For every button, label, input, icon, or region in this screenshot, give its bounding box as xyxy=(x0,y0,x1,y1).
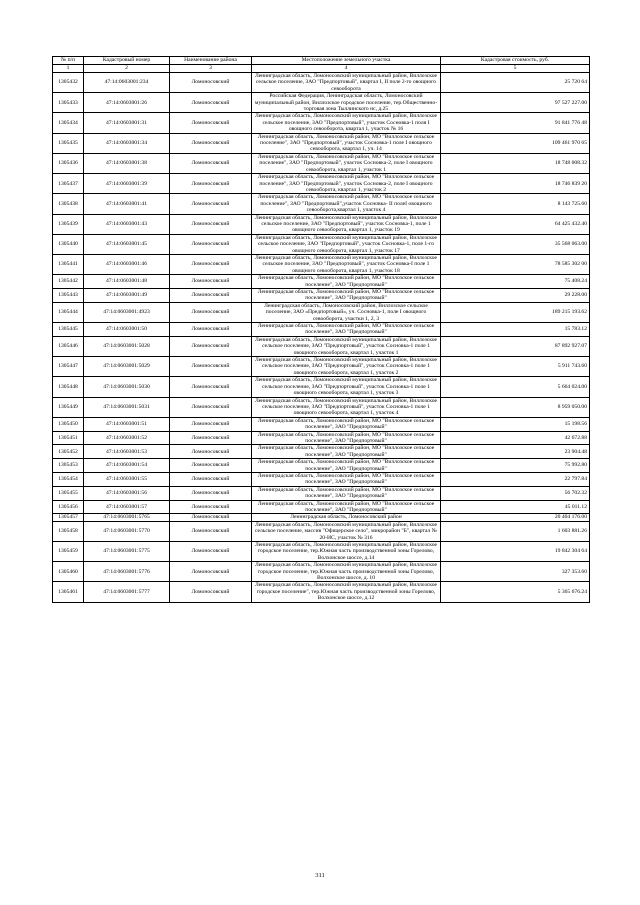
cadastral-number: 47:14:0603001:5765 xyxy=(84,514,170,521)
cadastral-value: 18 746 839 20 xyxy=(441,174,590,194)
cadastral-value: 109 461 970 65 xyxy=(441,133,590,153)
land-location: Ленинградская область, Ломоносовский муниципальный район, Виллозское городское поселение, тер.Южная часть производственной зоны Горелово, Волхонское шоссе, д. 10 xyxy=(252,562,441,582)
table-row xyxy=(53,542,590,562)
land-location: Ленинградская область, Ломоносовский район, МО "Виллозское сельское поселение", ЗАО "Предпортовый" xyxy=(252,417,441,431)
table-row xyxy=(53,302,590,322)
land-location: Ленинградская область, Ломоносовский район, Виллозское сельское поселение, ЗАО «Предпортовый», уч. Сосновка-1, поле I овощного севооборота, участки 1, 2, 3 xyxy=(252,302,441,322)
cadastral-value: 8 143 725.60 xyxy=(441,194,590,214)
district-name: Ломоносовский xyxy=(170,73,252,93)
table-row xyxy=(53,214,590,234)
column-number-row xyxy=(53,65,590,73)
col-number-4: 4 xyxy=(252,65,441,73)
cadastral-number: 47:14:0603001:41 xyxy=(84,194,170,214)
cadastral-number: 47:14:0603001:31 xyxy=(84,113,170,133)
table-row xyxy=(53,500,590,514)
cadastral-number: 47:14:0603001:54 xyxy=(84,459,170,473)
land-location: Ленинградская область, Ломоносовский муниципальный район, Виллозское сельское поселение, ЗАО "Предпортовый", участок Сосновка-1, поле 1 овощного севооборота, квартал 1, участок 19 xyxy=(252,214,441,234)
row-index: 1305453 xyxy=(53,459,84,473)
land-location: Ленинградская область, Ломоносовский муниципальный район, Виллозское сельское поселение, ЗАО "Предпортовый", участок Сосновка-1 поле 1 овощного севооборота, квартал 1, участок 1 xyxy=(252,336,441,356)
row-index: 1305452 xyxy=(53,445,84,459)
row-index: 1305435 xyxy=(53,133,84,153)
table-row xyxy=(53,194,590,214)
page-number: 311 xyxy=(315,872,325,879)
cadastral-value: 19 842 304 64 xyxy=(441,542,590,562)
district-name: Ломоносовский xyxy=(170,445,252,459)
table-row xyxy=(53,377,590,397)
row-index: 1305444 xyxy=(53,302,84,322)
table-row xyxy=(53,562,590,582)
table-row xyxy=(53,323,590,337)
district-name: Ломоносовский xyxy=(170,174,252,194)
table-row xyxy=(53,417,590,431)
cadastral-value: 91 841 776 48 xyxy=(441,113,590,133)
district-name: Ломоносовский xyxy=(170,336,252,356)
district-name: Ломоносовский xyxy=(170,582,252,602)
cadastral-number: 47:14:0603001:46 xyxy=(84,254,170,274)
land-location: Ленинградская область, Ломоносовский район xyxy=(252,514,441,521)
district-name: Ломоносовский xyxy=(170,431,252,445)
cadastral-number: 47:14:0603001:38 xyxy=(84,153,170,173)
district-name: Ломоносовский xyxy=(170,514,252,521)
cadastral-value: 29 228.00 xyxy=(441,289,590,303)
land-location: Ленинградская область, Ломоносовский район, МО "Виллозское сельское поселение", ЗАО "Предпортовый" xyxy=(252,431,441,445)
table-row xyxy=(53,459,590,473)
land-location: Ленинградская область, Ломоносовский район, МО "Виллозское сельское поселение", ЗАО "Предпортовый" xyxy=(252,445,441,459)
row-index: 1305449 xyxy=(53,397,84,417)
cadastral-value: 15 198.56 xyxy=(441,417,590,431)
land-location: Ленинградская область, Ломоносовский район, МО "Виллозское сельское поселение", ЗАО "Предпортовый" xyxy=(252,472,441,486)
cadastral-number: 47:14:0603001:51 xyxy=(84,417,170,431)
land-location: Ленинградская область, Ломоносовский муниципальный район, Виллозское городское поселение, тер.Южная часть производственной зоны Горелово, Волхонское шоссе, д.14 xyxy=(252,542,441,562)
cadastral-value: 18 748 008.32 xyxy=(441,153,590,173)
cadastral-number: 47:14:0603001:5776 xyxy=(84,562,170,582)
table-row xyxy=(53,93,590,113)
cadastral-number: 47:14:0603001:5775 xyxy=(84,542,170,562)
cadastral-value: 45 011.12 xyxy=(441,500,590,514)
district-name: Ломоносовский xyxy=(170,521,252,541)
district-name: Ломоносовский xyxy=(170,194,252,214)
row-index: 1305439 xyxy=(53,214,84,234)
table-row xyxy=(53,521,590,541)
header-index: № п/п xyxy=(53,57,84,65)
cadastral-value: 5 911 743.60 xyxy=(441,357,590,377)
cadastral-number: 47:14:0603001:5030 xyxy=(84,377,170,397)
table-row xyxy=(53,275,590,289)
row-index: 1305448 xyxy=(53,377,84,397)
cadastral-value: 25 720 64 xyxy=(441,73,590,93)
district-name: Ломоносовский xyxy=(170,302,252,322)
land-location: Ленинградская область, Ломоносовский район, МО "Виллозское сельское поселение", ЗАО "Предпортовый",участок Сосновка- II полеI овощного севооборота,квартал 1, участок 4 xyxy=(252,194,441,214)
row-index: 1305457 xyxy=(53,514,84,521)
district-name: Ломоносовский xyxy=(170,234,252,254)
district-name: Ломоносовский xyxy=(170,153,252,173)
cadastral-value: 15 783.12 xyxy=(441,323,590,337)
district-name: Ломоносовский xyxy=(170,357,252,377)
district-name: Ломоносовский xyxy=(170,289,252,303)
land-location: Ленинградская область, Ломоносовский муниципальный район, Виллозское сельское поселение, ЗАО "Предпортовый", участок Сосновка-1 поле 1 овощного севооборота, квартал 1, участок 3 xyxy=(252,377,441,397)
cadastral-value: 64 425 432.40 xyxy=(441,214,590,234)
table-row xyxy=(53,73,590,93)
col-number-2: 2 xyxy=(84,65,170,73)
header-district: Наименование района xyxy=(170,57,252,65)
land-location: Ленинградская область, Ломоносовский муниципальный район, Виллозское сельское поселение, ЗАО "Предпортовый", квартал I, II поле 2-го овощного севооборота xyxy=(252,73,441,93)
cadastral-value: 23 904.48 xyxy=(441,445,590,459)
cadastral-number: 47:14:0603001:5031 xyxy=(84,397,170,417)
cadastral-value: 35 568 063.00 xyxy=(441,234,590,254)
row-index: 1305436 xyxy=(53,153,84,173)
district-name: Ломоносовский xyxy=(170,275,252,289)
row-index: 1305440 xyxy=(53,234,84,254)
land-location: Ленинградская область, Ломоносовский район, МО "Виллозское сельское поселение", ЗАО "Предпортовый" xyxy=(252,459,441,473)
cadastral-number: 47:14:0603001:5770 xyxy=(84,521,170,541)
table-row xyxy=(53,486,590,500)
cadastral-number: 47:14:0603001:48 xyxy=(84,275,170,289)
land-location: Ленинградская область, Ломоносовский муниципальный район, Виллозское городское поселение", тер.Южная часть производственной зоны Горелово, Волхонское шоссе, д.12 xyxy=(252,582,441,602)
table-row xyxy=(53,397,590,417)
col-number-3: 3 xyxy=(170,65,252,73)
table-row xyxy=(53,113,590,133)
cadastral-number: 47:14:0603001:53 xyxy=(84,445,170,459)
table-row xyxy=(53,514,590,521)
land-location: Ленинградская область, Ломоносовский район, МО "Виллозское сельское поселение", ЗАО "Предпортовый" xyxy=(252,275,441,289)
cadastral-number: 47:14:0603001:26 xyxy=(84,93,170,113)
land-location: Ленинградская область, Ломоносовский муниципальный район, Виллозское сельское поселение, ЗАО "Предпортовый", участок Сосновка-1 поле 1 овощного севооборота, квартал 1, участок 4 xyxy=(252,397,441,417)
district-name: Ломоносовский xyxy=(170,500,252,514)
cadastral-value: 78 585 302 00 xyxy=(441,254,590,274)
land-location: Ленинградская область, Ломоносовский муниципальный район, Виллозское сельское поселение, массив "Офицерское село", микрорайон "Б", квартал № 20-ИС, участок № 316 xyxy=(252,521,441,541)
cadastral-number: 47:14:0603001:34 xyxy=(84,133,170,153)
row-index: 1305456 xyxy=(53,500,84,514)
table-row xyxy=(53,357,590,377)
land-location: Российская Федерация, Ленинградская область, Ломоносовский муниципальный район, Виллозское городское поселение, тер.Общественно-торговая зона Тыллинского нс, д.25 xyxy=(252,93,441,113)
land-location: Ленинградская область, Ломоносовский район, МО "Виллозское сельское поселение", ЗАО "Предпортовый" xyxy=(252,486,441,500)
table-row xyxy=(53,472,590,486)
row-index: 1305450 xyxy=(53,417,84,431)
cadastral-number: 47:14:0603001:5028 xyxy=(84,336,170,356)
table-row xyxy=(53,445,590,459)
cadastral-value: 5 365 676.24 xyxy=(441,582,590,602)
cadastral-value: 22 797.84 xyxy=(441,472,590,486)
cadastral-value: 75 992.80 xyxy=(441,459,590,473)
cadastral-number: 47:14:0603001:49 xyxy=(84,289,170,303)
row-index: 1305459 xyxy=(53,542,84,562)
table-row xyxy=(53,336,590,356)
header-row xyxy=(53,57,590,65)
table-row xyxy=(53,153,590,173)
land-location: Ленинградская область, Ломоносовский район, МО "Виллозское сельское поселение", ЗАО "Предпортовый" xyxy=(252,323,441,337)
header-location: Местоположение земельного участка xyxy=(252,57,441,65)
col-number-5: 5 xyxy=(441,65,590,73)
land-location: Ленинградская область, Ломоносовский район, МО "Виллозское сельское поселение", ЗАО "Предпортовый" xyxy=(252,500,441,514)
row-index: 1305437 xyxy=(53,174,84,194)
cadastral-number: 47:14:0603001:39 xyxy=(84,174,170,194)
row-index: 1305443 xyxy=(53,289,84,303)
cadastral-value: 1 603 881.26 xyxy=(441,521,590,541)
row-index: 1305442 xyxy=(53,275,84,289)
row-index: 1305460 xyxy=(53,562,84,582)
cadastral-value: 75 408.24 xyxy=(441,275,590,289)
row-index: 1305438 xyxy=(53,194,84,214)
district-name: Ломоносовский xyxy=(170,417,252,431)
row-index: 1305441 xyxy=(53,254,84,274)
district-name: Ломоносовский xyxy=(170,214,252,234)
row-index: 1305451 xyxy=(53,431,84,445)
cadastral-number: 47:14:0603001:5777 xyxy=(84,582,170,602)
cadastral-value: 20 404 176.00 xyxy=(441,514,590,521)
cadastral-number: 47:14:0603001:56 xyxy=(84,486,170,500)
land-location: Ленинградская область, Ломоносовский муниципальный район, Виллозское сельское поселение, ЗАО "Предпортовый", участок Сосновка-1 поля I овощного севооборота, квартал 1, участок № 16 xyxy=(252,113,441,133)
table-row xyxy=(53,289,590,303)
cadastral-number: 47:14:0603001:4923 xyxy=(84,302,170,322)
table-row xyxy=(53,174,590,194)
cadastral-value: 5 664 024.00 xyxy=(441,377,590,397)
cadastral-value: 56 702.32 xyxy=(441,486,590,500)
table-row xyxy=(53,133,590,153)
table-body xyxy=(53,57,590,603)
row-index: 1305461 xyxy=(53,582,84,602)
table-row xyxy=(53,582,590,602)
row-index: 1305432 xyxy=(53,73,84,93)
row-index: 1305434 xyxy=(53,113,84,133)
cadastral-number: 47:14:0603001:57 xyxy=(84,500,170,514)
table-row xyxy=(53,254,590,274)
district-name: Ломоносовский xyxy=(170,397,252,417)
land-location: Ленинградская область, Ломоносовский район, МО "Виллозское сельское поселение", ЗАО "Предпортовый", участок Сосновка-1 поле I овощного севооборота, квартал 1, уч. 14 xyxy=(252,133,441,153)
cadastral-value: 87 892 927.07 xyxy=(441,336,590,356)
district-name: Ломоносовский xyxy=(170,93,252,113)
row-index: 1305433 xyxy=(53,93,84,113)
cadastral-number: 47:14:0603001:234 xyxy=(84,73,170,93)
district-name: Ломоносовский xyxy=(170,323,252,337)
row-index: 1305446 xyxy=(53,336,84,356)
district-name: Ломоносовский xyxy=(170,377,252,397)
row-index: 1305447 xyxy=(53,357,84,377)
land-location: Ленинградская область, Ломоносовский муниципальный район, Виллозское сельское поселение, ЗАО "Предпортовый", участок Сосновка-1 поле 1 овощного севооборота, квартал 1, участок 2 xyxy=(252,357,441,377)
district-name: Ломоносовский xyxy=(170,562,252,582)
header-cadastral-value: Кадастровая стоимость, руб. xyxy=(441,57,590,65)
header-cadastral-number: Кадастровый номер xyxy=(84,57,170,65)
district-name: Ломоносовский xyxy=(170,459,252,473)
cadastral-number: 47:14:0603001:52 xyxy=(84,431,170,445)
district-name: Ломоносовский xyxy=(170,133,252,153)
district-name: Ломоносовский xyxy=(170,472,252,486)
cadastral-value: 97 527 227.00 xyxy=(441,93,590,113)
cadastral-value: 189 215 193.62 xyxy=(441,302,590,322)
cadastral-number: 47:14:0603001:45 xyxy=(84,234,170,254)
cadastral-number: 47:14:0603001:43 xyxy=(84,214,170,234)
cadastral-value-table xyxy=(52,56,590,603)
district-name: Ломоносовский xyxy=(170,486,252,500)
district-name: Ломоносовский xyxy=(170,542,252,562)
table-row xyxy=(53,431,590,445)
table-row xyxy=(53,234,590,254)
cadastral-number: 47:14:0603001:55 xyxy=(84,472,170,486)
row-index: 1305455 xyxy=(53,486,84,500)
land-location: Ленинградская область, Ломоносовский район, МО "Виллозское сельское поселение", ЗАО "Предпортовый" xyxy=(252,289,441,303)
land-location: Ленинградская область, Ломоносовский муниципальный район, Виллозское сельское поселение, ЗАО "Предпортовый", участок Сосновка-1, поле 1-го овощного севооборота, квартал 1, участок 17 xyxy=(252,234,441,254)
cadastral-value: 42 672.88 xyxy=(441,431,590,445)
cadastral-value: 8 959 050.00 xyxy=(441,397,590,417)
cadastral-number: 47:14:0603001:5029 xyxy=(84,357,170,377)
land-location: Ленинградская область, Ломоносовский район, МО "Виллозское сельское поселение", ЗАО "Предпортовый", участок Сосновка-2, поле I овощного севооборота, квартал 1, участок 1 xyxy=(252,153,441,173)
cadastral-value: 327 353.60 xyxy=(441,562,590,582)
land-location: Ленинградская область, Ломоносовский район, МО "Виллозское сельское поселение", ЗАО "Предпортовый", участок Сосновка-2, поле I овощного севооборота, квартал 1, участок 2 xyxy=(252,174,441,194)
cadastral-number: 47:14:0603001:50 xyxy=(84,323,170,337)
col-number-1: 1 xyxy=(53,65,84,73)
row-index: 1305454 xyxy=(53,472,84,486)
land-location: Ленинградская область, Ломоносовский муниципальный район, Виллозское сельское поселение, ЗАО "Предпортовый", участок Сосновка-I поле 1 овощного севооборота, квартал 1, участок 18 xyxy=(252,254,441,274)
district-name: Ломоносовский xyxy=(170,254,252,274)
row-index: 1305458 xyxy=(53,521,84,541)
district-name: Ломоносовский xyxy=(170,113,252,133)
row-index: 1305445 xyxy=(53,323,84,337)
